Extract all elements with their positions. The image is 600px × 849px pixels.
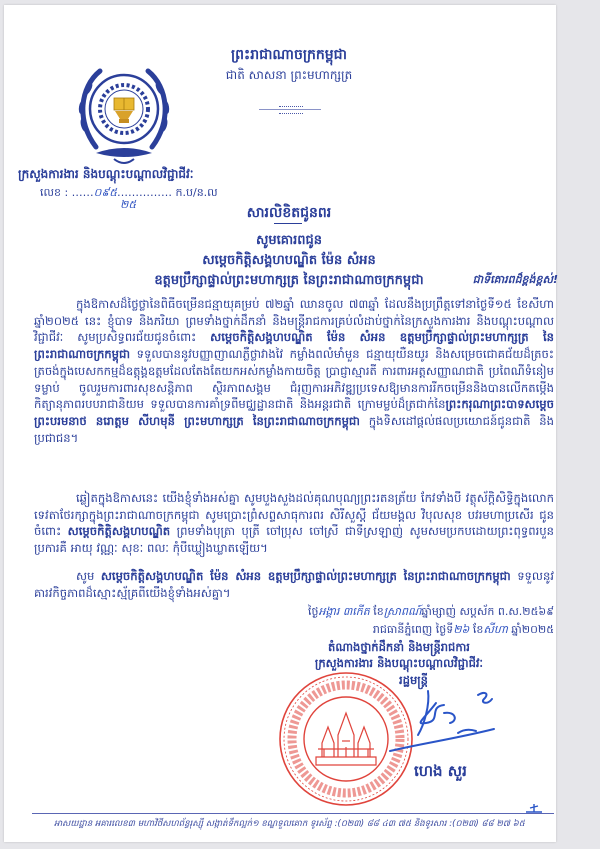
paragraph-text: ឆ្លៀតក្នុងឱកាសនេះ យើងខ្ញុំទាំងអស់គ្នា សូមបួងសួងដល់គុណបុណ្យព្រះរតនត្រ័យ កែវទាំងបី វត្ថុស័ក្តិសិទ្ធិក្នុងលោក ទេវតាថែរក្សាក្នុងព្រះរាជាណាចក្រកម្ពុជា សូមប្រោះព្រំសព្ទសាធុការពរ សិរីសួស្តី ជ័យមង្គល វិបុលសុខ បវរមហាប្រសើរ ជូនចំពោះ bbox=[34, 491, 554, 539]
recipient-name: សម្តេចកិត្តិសង្គហបណ្ឌិត ម៉ែន សំអន bbox=[202, 253, 376, 268]
title-underline bbox=[274, 223, 302, 224]
signer-name: ហេង សួរ bbox=[414, 762, 467, 780]
lunar-month-handwritten: ស្រាពណ៍ bbox=[383, 605, 422, 618]
letter-title: សារលិខិតជូនពរ bbox=[246, 205, 332, 221]
ministry-logo-icon bbox=[74, 63, 174, 175]
initial-mark-icon bbox=[524, 802, 544, 814]
signer-ministry: ក្រសួងការងារ និងបណ្តុះបណ្តាលវិជ្ជាជីវៈ bbox=[314, 656, 484, 670]
paragraph-text: ព្រមទាំងបុត្រា បុត្រី ចៅប្រុស ចៅស្រី ជាទីស្រឡាញ់ សូមសមប្រកបដោយព្រះពុទ្ធពរបួនប្រការគឺ អាយុ វណ្ណៈ សុខៈ ពលៈ កុំបីឃ្លៀងឃ្លាតឡើយ។ bbox=[34, 524, 554, 556]
signer-block bbox=[244, 639, 554, 671]
solar-date: រាជធានីភ្នំពេញ ថ្ងៃទី២៦ ខែសីហា ឆ្នាំ២០២៥ bbox=[372, 623, 554, 636]
reference-number-handwritten: ០៩៥ bbox=[93, 186, 118, 199]
lunar-day-handwritten: អង្គារ ៣កើត bbox=[318, 605, 370, 618]
solar-day-handwritten: ២៦ bbox=[453, 623, 470, 636]
reference-number: លេខ : ……០៩៥…………… ក.ប/ន.ល ២៥ bbox=[40, 186, 250, 202]
reference-suffix: ក.ប/ន.ល bbox=[175, 186, 218, 199]
recipient-emphasis: សម្តេចកិត្តិសង្គហបណ្ឌិត ម៉ែន សំអន ឧត្តមប្រឹក្សាផ្ទាល់ព្រះមហាក្សត្រ នៃព្រះរាជាណាចក្រកម្ពុជា bbox=[34, 330, 554, 362]
recipient-emphasis: សម្តេចកិត្តិសង្គហបណ្ឌិត ម៉ែន សំអន ឧត្តមប្រឹក្សាផ្ទាល់ព្រះមហាក្សត្រ នៃព្រះរាជាណាចក្រកម្ពុជា bbox=[100, 569, 511, 583]
minister-title: រដ្ឋមន្ត្រី bbox=[399, 673, 428, 687]
kingdom-heading: ព្រះរាជាណាចក្រកម្ពុជា bbox=[230, 47, 347, 63]
paragraph-2 bbox=[34, 490, 554, 557]
ministry-name: ក្រសួងការងារ និងបណ្តុះបណ្តាលវិជ្ជាជីវៈ bbox=[18, 167, 194, 181]
reference-label: លេខ : bbox=[40, 186, 69, 199]
footer-divider bbox=[32, 813, 554, 814]
signature-icon bbox=[384, 685, 514, 755]
reference-extra-handwritten: ២៥ bbox=[120, 198, 137, 211]
recipient-emphasis: សម្តេចកិត្តិសង្គហបណ្ឌិត bbox=[67, 524, 171, 539]
paragraph-text: សូម bbox=[76, 569, 101, 583]
lunar-date: ថ្ងៃអង្គារ ៣កើត ខែស្រាពណ៍ឆ្នាំម្សាញ់ សប្តស័ក ព.ស.២៥៦៩ bbox=[307, 605, 554, 618]
recipient-title: ឧត្តមប្រឹក្សាផ្ទាល់ព្រះមហាក្សត្រ នៃព្រះរាជាណាចក្រកម្ពុជា bbox=[154, 273, 424, 288]
paragraph-text: ទទួលនូវគារវកិច្ចភាពដ៏ស្មោះស្ម័គ្រពីយើងខ្ញុំទាំងអស់គ្នា។ bbox=[34, 569, 554, 600]
signer-representation: តំណាងថ្នាក់ដឹកនាំ និងមន្ត្រីរាជការ bbox=[328, 640, 470, 654]
header-ornament bbox=[279, 106, 303, 114]
footer-address: អាសយដ្ឋាន អគារលេខ៣ មហាវិថីសហព័ន្ធរុស្ស៊ី សង្កាត់ទឹកល្អក់១ ខណ្ឌទួលគោក ទូរស័ព្ទ :(០២៣) ៨៨ ៤៣ ៧៥ និងទូរសារ :(០២៣) ៨៨ ២៧ ៦៥ bbox=[54, 819, 525, 829]
date-block bbox=[294, 603, 554, 639]
solar-month-handwritten: សីហា bbox=[483, 623, 508, 636]
letter-page bbox=[4, 5, 556, 842]
national-motto: ជាតិ សាសនា ព្រះមហាក្សត្រ bbox=[225, 68, 353, 82]
salutation: សូមគោរពជូន bbox=[255, 233, 322, 248]
paragraph-3 bbox=[34, 568, 554, 601]
paragraph-text: ក្នុងទិសដៅផ្តល់ផលប្រយោជន៍ជូនជាតិ និងប្រជាជន។ bbox=[34, 413, 554, 445]
king-emphasis: ព្រះករុណាព្រះបាទសម្តេចព្រះបរមនាថ នរោត្តម សីហមុនី ព្រះមហាក្សត្រ នៃព្រះរាជាណាចក្រកម្ពុជា bbox=[34, 397, 554, 428]
paragraph-text: ទទួលបាននូវបញ្ញាញាណភ្លឺថ្លាវាងវៃ កម្លាំងពលំមាំមួន ជន្មាយុយឺនយូរ និងសម្រេចជោគជ័យដ៏ត្រចះត្រចង់ក្នុងបេសកកម្មដ៏ឧត្តុង្គឧត្តមដែលតែងតែយកអស់កម្លាំងកាយចិត្ត ប្រាជ្ញាស្មារតី ការពារអត្តសញ្ញាណជាតិ ប្រពៃណីទំនៀមទម្លាប់ ចូលរួមការពារសុខសន្តិភាព ស្ថិរភាពសង្គម ជំរុញការអភិវឌ្ឍប្រទេសឱ្យមានការរីកចម្រើននិងបានលើកតម្កើងកិត្យានុភាពរបបរាជានិយម ទទួលបានការគាំទ្រពីមជ្ឈដ្ឋានជាតិ និងអន្តរជាតិ ក្រោមម្លប់ដ៏ត្រជាក់នៃ bbox=[34, 347, 554, 412]
paragraph-1 bbox=[34, 296, 554, 446]
respect-line: ជាទីគោរពដ៏ខ្ពង់ខ្ពស់! bbox=[472, 273, 558, 286]
paragraph-text: ក្នុងឱកាសដ៏ថ្លៃថ្លានៃពិធីចម្រើនជន្មាយុគម្រប់ ៧២ឆ្នាំ ឈានចូល ៧៣ឆ្នាំ ដែលនឹងប្រព្រឹត្តទៅនាថ្ងៃទី១៥ ខែសីហា ឆ្នាំ២០២៥ នេះ ខ្ញុំបាទ និងភរិយា ព្រមទាំងថ្នាក់ដឹកនាំ និងមន្ត្រីរាជការគ្រប់លំដាប់ថ្នាក់នៃក្រសួងការងារ និងបណ្តុះបណ្តាលវិជ្ជាជីវៈ សូមប្រសិទ្ធពរជ័យជូនចំពោះ bbox=[34, 297, 554, 345]
